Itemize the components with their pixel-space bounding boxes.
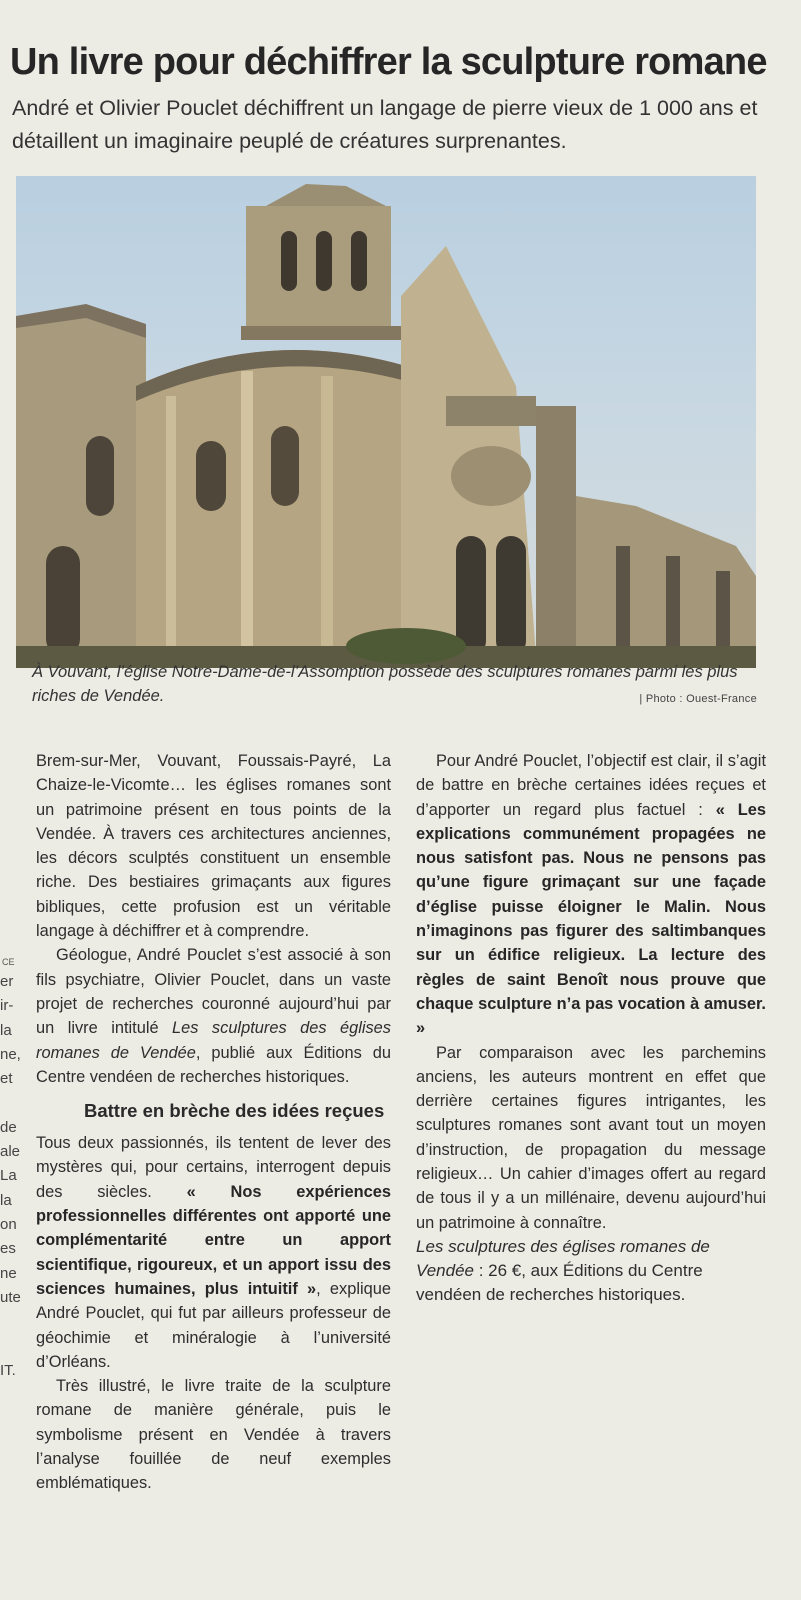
edge-fragment: er bbox=[0, 973, 14, 990]
edge-fragment-ce: CE bbox=[2, 957, 15, 967]
paragraph-authors: Géologue, André Pouclet s’est associé à son fils psychiatre, Olivier Pouclet, dans un vaste projet de recherches couronné aujourd’hui par un livre intitulé Les sculptures des églises romanes de Vendée, publié aux Éditions du Centre vendéen de recherches historiques. bbox=[36, 946, 391, 1086]
headline: Un livre pour déchiffrer la sculpture romane bbox=[10, 41, 767, 83]
subheading: Battre en brèche des idées reçues bbox=[84, 1100, 385, 1122]
edge-fragment: es bbox=[0, 1240, 16, 1258]
church-illustration bbox=[16, 176, 756, 668]
book-title-inline: Les sculptures des églises romanes de Vendée bbox=[36, 1019, 391, 1062]
edge-fragment: ne bbox=[0, 1264, 17, 1282]
article-column-left bbox=[36, 749, 391, 1496]
paragraph-comparison: Par comparaison avec les parchemins anciens, les auteurs montrent en effet que derrière certaines figures intrigantes, les sculptures romanes sont avant tout un moyen d’instruction, de propagation du message religieux… Un cahier d’images offert au regard de tous il y a un millénaire, devenu aujourd’hui un patrimoine à connaître. bbox=[416, 1043, 766, 1232]
paragraph-objective: Pour André Pouclet, l’objectif est clair, il s’agit de battre en brèche certaines idées reçues et d’apporter un regard plus factuel : « Les explications communément propagées ne nous satisfont pas. Nous ne pensons pas qu’une figure grimaçant sur une façade d’église puisse éloigner le Malin. Nous n’imaginons pas figurer des saltimbanques sur un édifice religieux. La lecture des règles de saint Benoît nous prouve que chaque sculpture n’a pas vocation à amuser. » bbox=[416, 752, 766, 1038]
edge-fragment: ale bbox=[0, 1143, 21, 1161]
edge-fragment: ir- bbox=[0, 997, 14, 1015]
quote-bold: « Les explications communément propagées ne nous satisfont pas. Nous ne pensons pas qu’une figure grimaçant sur une façade d’église puisse éloigner le Malin. Nous n’imaginons pas figurer des saltimbanques sur un édifice religieux. La lecture des règles de saint Benoît nous prouve que chaque sculpture n’a pas vocation à amuser. » bbox=[416, 800, 766, 1038]
church-photo bbox=[16, 176, 756, 668]
photo-caption: À Vouvant, l’église Notre-Dame-de-l’Assomption possède des sculptures romanes parmi les plus riches de Vendée. bbox=[32, 663, 738, 705]
edge-fragment: la bbox=[0, 1191, 12, 1209]
paragraph-passion: Tous deux passionnés, ils tentent de lever des mystères qui, pour certains, interrogent depuis des siècles. « Nos expériences professionnelles différentes ont apporté une complémentarité entre un apport scientifique, rigoureux, et un apport issu des sciences humaines, plus intuitif », explique André Pouclet, qui fut par ailleurs professeur de géochimie et minéralogie à l’université d’Orléans. bbox=[36, 1134, 391, 1371]
edge-fragment bbox=[0, 1091, 30, 1115]
edge-fragment: IT. bbox=[0, 1361, 16, 1379]
edge-fragment bbox=[0, 1334, 30, 1358]
edge-fragment: ute bbox=[0, 1288, 21, 1306]
edge-fragment: La bbox=[0, 1167, 17, 1185]
edge-fragment: ne, bbox=[0, 1045, 21, 1063]
photo-credit: | Photo : Ouest-France bbox=[639, 693, 757, 705]
edge-fragment: et bbox=[0, 1070, 13, 1088]
book-info bbox=[416, 1235, 766, 1307]
edge-fragment: de bbox=[0, 1118, 17, 1136]
paragraph-illustrated: Très illustré, le livre traite de la sculpture romane de manière générale, puis le symbolisme présent en Vendée à travers l’analyse fouillée de neuf exemples emblématiques. bbox=[36, 1377, 391, 1493]
paragraph-intro: Brem-sur-Mer, Vouvant, Foussais-Payré, La Chaize-le-Vicomte… les églises romanes sont un patrimoine présent en tous points de la Vendée. À travers ces architectures anciennes, les décors sculptés constituent un ensemble riche. Des bestiaires grimaçants aux figures bibliques, cette profusion est un véritable langage à déchiffrer et à comprendre. bbox=[36, 752, 391, 941]
article-column-right bbox=[416, 749, 766, 1307]
edge-fragment: on bbox=[0, 1215, 17, 1233]
edge-fragment: la bbox=[0, 1021, 12, 1039]
book-title: Les sculptures des églises romanes de Vendée bbox=[416, 1236, 710, 1280]
quote-bold: « Nos expériences professionnelles différentes ont apporté une complémentarité entre un apport scientifique, rigoureux, et un apport issu des sciences humaines, plus intuitif » bbox=[36, 1182, 391, 1298]
book-details: : 26 €, aux Éditions du Centre vendéen de recherches historiques. bbox=[416, 1260, 703, 1304]
adjacent-column-fragments bbox=[0, 970, 30, 1383]
edge-fragment bbox=[0, 1310, 30, 1334]
standfirst: André et Olivier Pouclet déchiffrent un langage de pierre vieux de 1 000 ans et détaillent un imaginaire peuplé de créatures surprenantes. bbox=[12, 96, 758, 153]
